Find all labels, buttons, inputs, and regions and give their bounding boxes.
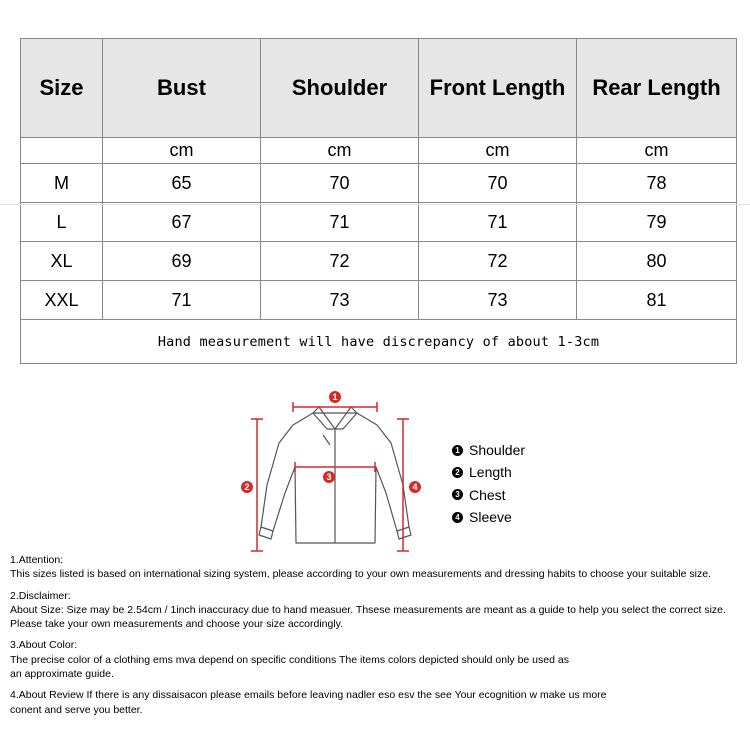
table-cell: 71 [261, 203, 419, 242]
shoulder-measure-line [293, 402, 377, 412]
table-cell: 65 [103, 164, 261, 203]
size-cell: L [21, 203, 103, 242]
unit-cell: cm [261, 138, 419, 164]
color-text: an approximate guide. [10, 668, 114, 681]
review-text: 4.About Review If there is any dissaisacon please emails before leaving nadler eso esv the see Your ecognition w make us more [10, 689, 607, 702]
unit-cell: cm [419, 138, 577, 164]
table-cell: 72 [419, 242, 577, 281]
table-header-row [21, 39, 737, 138]
legend-label: Sleeve [469, 509, 512, 526]
unit-cell: cm [103, 138, 261, 164]
header-bust: Bust [103, 39, 261, 138]
table-cell: 78 [577, 164, 737, 203]
review-text: conent and serve you better. [10, 703, 143, 716]
color-text: The precise color of a clothing ems mva depend on specific conditions The items colors depicted should only be used as [10, 653, 569, 666]
unit-cell [21, 138, 103, 164]
shirt-outline-icon [259, 407, 411, 543]
marker-2-label: 2 [244, 482, 250, 492]
table-cell: 73 [419, 281, 577, 320]
unit-cell: cm [577, 138, 737, 164]
header-front-length: Front Length [419, 39, 577, 138]
table-row [21, 281, 737, 320]
legend-label: Chest [469, 486, 506, 503]
legend-label: Length [469, 464, 512, 481]
color-title: 3.About Color: [10, 639, 78, 652]
table-cell: 71 [419, 203, 577, 242]
legend-number-icon: 4 [452, 512, 463, 523]
table-cell: 70 [261, 164, 419, 203]
marker-4-label: 4 [412, 482, 418, 492]
legend-item-length [452, 461, 525, 483]
table-cell: 80 [577, 242, 737, 281]
attention-title: 1.Attention: [10, 554, 64, 566]
table-cell: 72 [261, 242, 419, 281]
table-note-row [21, 320, 737, 364]
legend-number-icon: 3 [452, 489, 463, 500]
table-cell: 79 [577, 203, 737, 242]
table-cell: 70 [419, 164, 577, 203]
table-cell: 81 [577, 281, 737, 320]
legend-number-icon: 1 [452, 445, 463, 456]
table-row [21, 164, 737, 203]
disclaimer-text: About Size: Size may be 2.54cm / 1inch inaccuracy due to hand measuer. Thsese measurements are meant as a guide to help you select the correct size. [10, 603, 726, 616]
size-cell: XL [21, 242, 103, 281]
attention-text: This sizes listed is based on international sizing system, please according to your own measurements and dressing habits to choose your suitable size. [10, 568, 711, 581]
legend-item-shoulder [452, 439, 525, 461]
marker-3-label: 3 [326, 472, 332, 482]
legend-number-icon: 2 [452, 467, 463, 478]
disclaimer-text: Please take your own measurements and choose your size accordingly. [10, 618, 344, 631]
legend-item-sleeve [452, 506, 525, 528]
measurement-legend [452, 439, 525, 528]
table-row [21, 242, 737, 281]
legend-label: Shoulder [469, 442, 526, 459]
legend-item-chest [452, 484, 525, 506]
header-shoulder: Shoulder [261, 39, 419, 138]
size-cell: XXL [21, 281, 103, 320]
size-cell: M [21, 164, 103, 203]
table-cell: 73 [261, 281, 419, 320]
table-cell: 71 [103, 281, 261, 320]
header-size: Size [21, 39, 103, 138]
shirt-diagram [235, 385, 435, 560]
header-rear-length: Rear Length [577, 39, 737, 138]
sleeve-measure-line [397, 419, 409, 551]
disclaimer-title: 2.Disclaimer: [10, 589, 71, 602]
marker-1-label: 1 [332, 392, 338, 402]
length-measure-line [251, 419, 263, 551]
measurement-note: Hand measurement will have discrepancy of about 1-3cm [21, 320, 737, 364]
table-unit-row [21, 138, 737, 164]
size-notes [10, 553, 750, 717]
table-cell: 67 [103, 203, 261, 242]
table-row [21, 203, 737, 242]
background-divider [0, 204, 750, 205]
table-cell: 69 [103, 242, 261, 281]
size-chart-table [20, 38, 737, 364]
